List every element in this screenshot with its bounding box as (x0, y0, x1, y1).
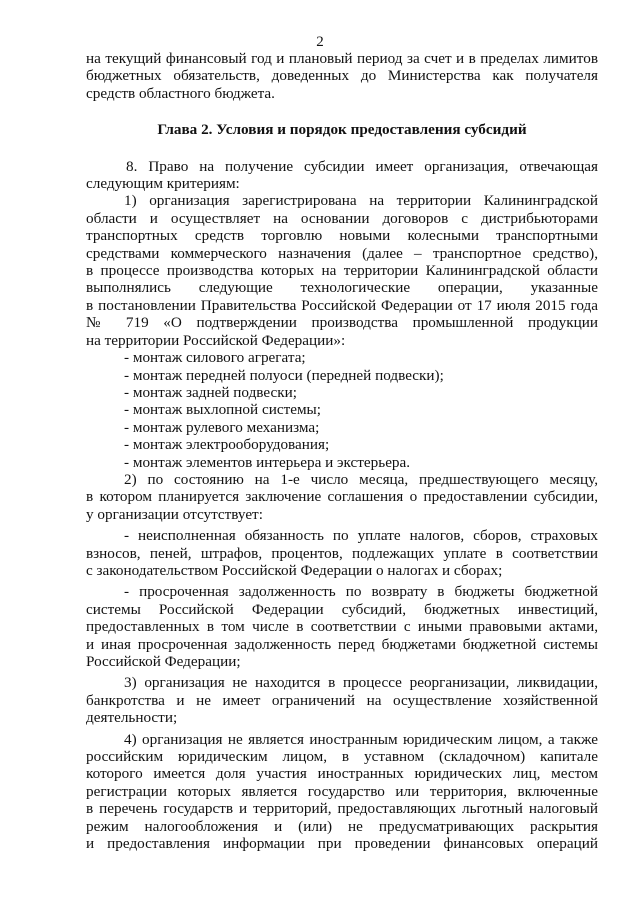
text-line: следующим критериям: (86, 175, 240, 193)
text-line: № 719 «О подтверждении производства промышленной продукции (86, 314, 598, 332)
text-line: деятельности; (86, 709, 178, 727)
text-line: предоставленных в том числе в соответствии с иными правовыми актами, (86, 618, 598, 636)
text-line: средств областного бюджета. (86, 84, 275, 102)
text-line: которого имеется доля участия иностранных юридических лиц, местом (86, 765, 598, 783)
text-line: на территории Российской Федерации»: (86, 331, 346, 349)
list-item: - монтаж силового агрегата; (124, 349, 306, 367)
criterion-1-paragraph (86, 192, 598, 349)
page-number: 2 (316, 34, 324, 50)
text-line: - неисполненная обязанность по уплате налогов, сборов, страховых (124, 527, 598, 545)
list-item: - монтаж электрооборудования; (124, 436, 330, 454)
text-line: - просроченная задолженность по возврату в бюджеты бюджетной (124, 583, 598, 601)
list-item: - монтаж выхлопной системы; (124, 401, 321, 419)
text-line: 1) организация зарегистрирована на территории Калининградской (124, 192, 598, 210)
criterion-2-paragraph (86, 471, 598, 523)
chapter-heading: Глава 2. Условия и порядок предоставления субсидий (157, 121, 527, 139)
text-line: в процессе производства которых на территории Калининградской области (86, 262, 598, 280)
text-line: с законодательством Российской Федерации о налогах и сборах; (86, 561, 503, 579)
item-8-paragraph (86, 158, 598, 193)
criterion-2-bullet-2 (86, 583, 598, 670)
text-line: Российской Федерации; (86, 653, 241, 670)
list-item: - монтаж элементов интерьера и экстерьера. (124, 453, 411, 471)
list-item: - монтаж рулевого механизма; (124, 418, 320, 436)
text-line: российским юридическим лицом, в уставном (складочном) капитале (86, 748, 598, 766)
text-line: регистрации которых является государство или территория, включенные (86, 782, 598, 800)
text-line: транспортных средств торговлю новыми колесными транспортными (86, 227, 598, 245)
text-line: системы Российской Федерации субсидий, бюджетных инвестиций, (86, 600, 598, 618)
list-item: - монтаж передней полуоси (передней подвески); (124, 366, 444, 384)
text-line: области и осуществляет на основании договоров с дистрибьюторами (86, 209, 598, 227)
intro-paragraph (86, 50, 598, 102)
criterion-4-paragraph (86, 731, 598, 853)
criterion-2-bullet-1 (86, 527, 598, 579)
text-line: и иная просроченная задолженность перед бюджетами бюджетной системы (86, 635, 598, 653)
list-item: - монтаж задней подвески; (124, 383, 297, 401)
operations-list (86, 349, 598, 471)
text-line: в котором планируется заключение соглашения о предоставлении субсидии, (86, 488, 598, 506)
document-body (86, 50, 598, 852)
text-line: 2) по состоянию на 1-е число месяца, предшествующего месяцу, (124, 470, 598, 488)
text-line: в перечень государств и территорий, предоставляющих льготный налоговый (86, 800, 598, 818)
text-line: бюджетных обязательств, доведенных до Министерства как получателя (86, 67, 598, 85)
text-line: режим налогообложения и (или) не предусматривающих раскрытия (86, 817, 598, 835)
text-line: 4) организация не является иностранным юридическим лицом, а также (124, 730, 598, 748)
text-line: средствами коммерческого назначения (далее – транспортное средство), (86, 244, 598, 262)
text-line: на текущий финансовый год и плановый период за счет и в пределах лимитов (86, 50, 598, 67)
text-line: 8. Право на получение субсидии имеет организация, отвечающая (126, 157, 598, 175)
text-line: банкротства и не имеет ограничений на осуществление хозяйственной (86, 691, 598, 709)
text-line: выполнялись следующие технологические операции, указанные (86, 279, 598, 297)
text-line: у организации отсутствует: (86, 505, 263, 523)
text-line: взносов, пеней, штрафов, процентов, подлежащих уплате в соответствии (86, 544, 598, 562)
criterion-3-paragraph (86, 674, 598, 726)
text-line: в постановлении Правительства Российской Федерации от 17 июля 2015 года (86, 296, 598, 314)
text-line: и предоставления информации при проведении финансовых операций (86, 835, 598, 853)
text-line: 3) организация не находится в процессе реорганизации, ликвидации, (124, 674, 598, 692)
